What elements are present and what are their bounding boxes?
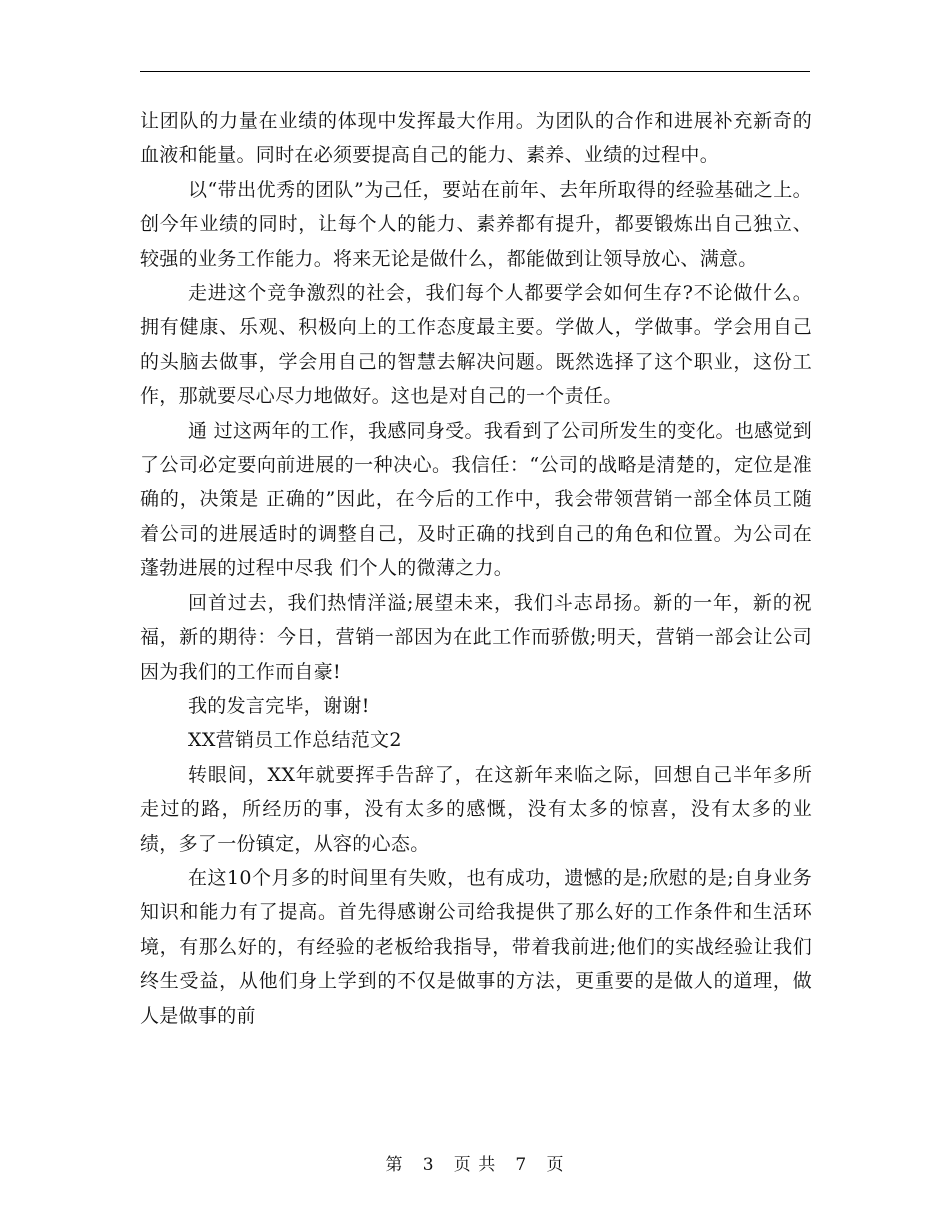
paragraph-4: 通 过这两年的工作，我感同身受。我看到了公司所发生的变化。也感觉到了公司必定要向前进展的一种决心。我信任：“公司的战略是清楚的，定位是准确的，决策是 正确的”因此，在今后的工作中，我会带领营销一部全体员工随着公司的进展适时的调整自己，及时正确的找到自己的角色和位置。为公司在蓬勃进展的过程中尽我 们个人的微薄之力。 bbox=[140, 419, 812, 580]
paragraph-closing-remark: 我的发言完毕，谢谢! bbox=[188, 694, 370, 717]
paragraph-8: 在这10个月多的时间里有失败，也有成功，遗憾的是;欣慰的是;自身业务知识和能力有了提高。首先得感谢公司给我提供了那么好的工作条件和生活环境，有那么好的，有经验的老板给我指导，带着我前进;他们的实战经验让我们终生受益，从他们身上学到的不仅是做事的方法，更重要的是做人的道理，做人是做事的前 bbox=[140, 866, 812, 1027]
paragraph-7: 转眼间，XX年就要挥手告辞了，在这新年来临之际，回想自己半年多所走过的路，所经历的事，没有太多的感慨，没有太多的惊喜，没有太多的业绩，多了一份镇定，从容的心态。 bbox=[140, 763, 812, 855]
footer-prefix: 第 bbox=[385, 1155, 404, 1175]
footer-middle: 页 共 bbox=[453, 1155, 497, 1175]
document-body bbox=[140, 104, 812, 1033]
section-heading: XX营销员工作总结范文2 bbox=[188, 729, 402, 752]
footer-suffix: 页 bbox=[546, 1155, 565, 1175]
paragraph-2: 以“带出优秀的团队”为己任，要站在前年、去年所取得的经验基础之上。创今年业绩的同时，让每个人的能力、素养都有提升，都要锻炼出自己独立、较强的业务工作能力。将来无论是做什么，都能做到让领导放心、满意。 bbox=[140, 178, 812, 270]
header-rule bbox=[140, 71, 810, 72]
page-footer bbox=[0, 1150, 950, 1175]
paragraph-1: 让团队的力量在业绩的体现中发挥最大作用。为团队的合作和进展补充新奇的血液和能量。同时在必须要提高自己的能力、素养、业绩的过程中。 bbox=[140, 110, 812, 167]
footer-total-pages: 7 bbox=[515, 1155, 528, 1175]
paragraph-3: 走进这个竞争激烈的社会，我们每个人都要学会如何生存?不论做什么。拥有健康、乐观、积极向上的工作态度最主要。学做人，学做事。学会用自己的头脑去做事，学会用自己的智慧去解决问题。既然选择了这个职业，这份工作，那就要尽心尽力地做好。这也是对自己的一个责任。 bbox=[140, 282, 812, 408]
footer-current-page: 3 bbox=[422, 1155, 435, 1175]
paragraph-5: 回首过去，我们热情洋溢;展望未来，我们斗志昂扬。新的一年，新的祝福，新的期待：今日，营销一部因为在此工作而骄傲;明天，营销一部会让公司因为我们的工作而自豪! bbox=[140, 591, 812, 683]
